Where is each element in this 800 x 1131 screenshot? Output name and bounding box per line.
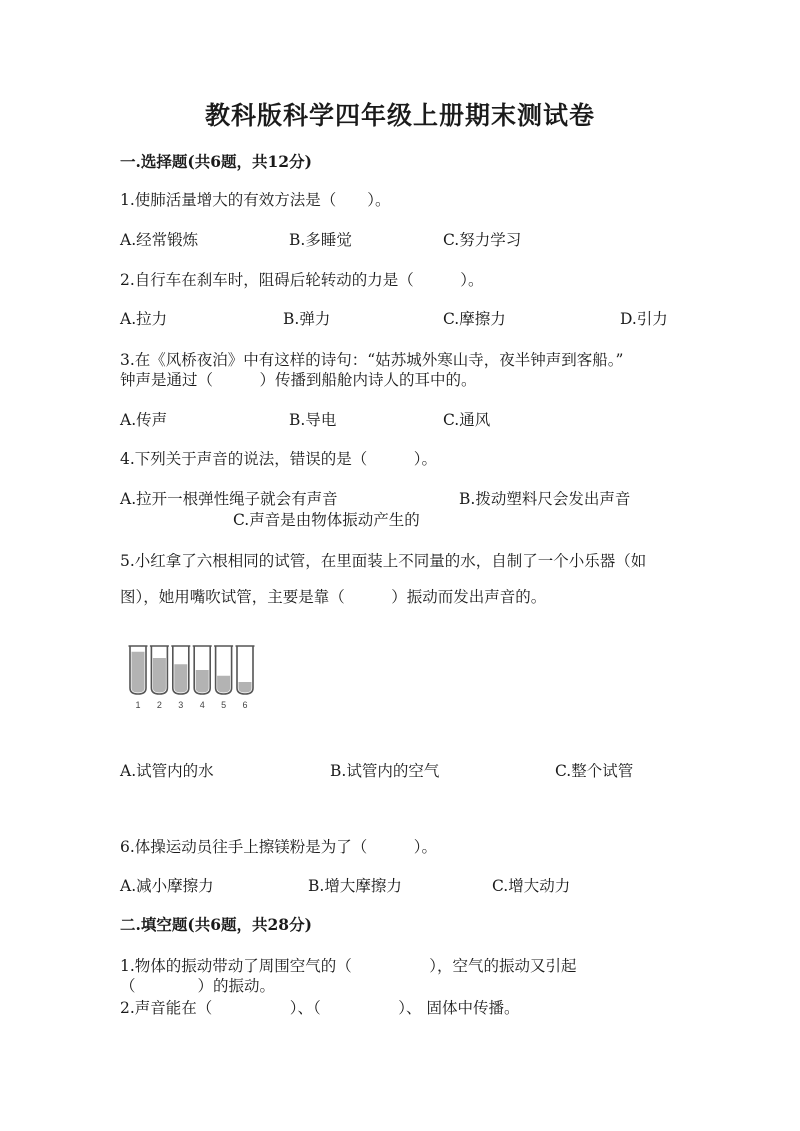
tube-number-5: 5	[221, 700, 227, 710]
water-level-2	[153, 658, 166, 693]
water-level-6	[239, 682, 252, 693]
question-1-stem: 1.使肺活量增大的有效方法是（ ）。	[120, 191, 391, 209]
question-3-stem-line1: 3.在《风桥夜泊》中有这样的诗句：“姑苏城外寒山寺，夜半钟声到客船。”	[120, 351, 624, 369]
tube-number-2: 2	[156, 700, 162, 710]
water-level-4	[196, 670, 209, 693]
page-title: 教科版科学四年级上册期末测试卷	[204, 101, 595, 130]
question-4-option-c: C.声音是由物体振动产生的	[233, 511, 420, 529]
question-5-stem-line2: 图），她用嘴吹试管，主要是靠（ ）振动而发出声音的。	[120, 588, 547, 606]
question-3-option-c: C.通风	[443, 411, 491, 429]
water-level-1	[132, 652, 145, 693]
water-level-5	[217, 676, 230, 693]
question-4-option-a: A.拉开一根弹性绳子就会有声音	[120, 490, 338, 508]
question-4-option-b: B.拨动塑料尺会发出声音	[459, 490, 631, 508]
question-1-option-b: B.多睡觉	[289, 231, 352, 249]
question-6-option-c: C.增大动力	[492, 877, 571, 895]
question-2-option-b: B.弹力	[283, 310, 331, 328]
tube-number-3: 3	[178, 700, 184, 710]
question-6-option-b: B.增大摩擦力	[308, 877, 402, 895]
question-5-stem-line1: 5.小红拿了六根相同的试管，在里面装上不同量的水，自制了一个小乐器（如	[120, 552, 647, 570]
question-6-option-a: A.减小摩擦力	[120, 877, 214, 895]
tube-number-6: 6	[242, 700, 248, 710]
question-3-stem-line2: 钟声是通过（ ）传播到船舱内诗人的耳中的。	[120, 371, 477, 389]
test-tubes-figure	[124, 640, 264, 712]
tube-number-1: 1	[135, 700, 141, 710]
question-5-option-b: B.试管内的空气	[330, 762, 440, 780]
question-3-option-a: A.传声	[120, 411, 168, 429]
question-6-stem: 6.体操运动员往手上擦镁粉是为了（ ）。	[120, 838, 438, 856]
question-1-option-a: A.经常锻炼	[120, 231, 199, 249]
question-1-option-c: C.努力学习	[443, 231, 522, 249]
question-5-option-c: C.整个试管	[555, 762, 634, 780]
fill-question-1-line2: （ ）的振动。	[120, 977, 276, 995]
section-heading-fill: 二.填空题(共6题，共28分)	[120, 915, 312, 934]
question-2-stem: 2.自行车在刹车时，阻碍后轮转动的力是（ ）。	[120, 271, 484, 289]
tube-number-4: 4	[199, 700, 205, 710]
section-heading-choice: 一.选择题(共6题，共12分)	[120, 152, 312, 171]
water-level-3	[174, 664, 187, 692]
question-3-option-b: B.导电	[289, 411, 337, 429]
fill-question-1-line1: 1.物体的振动带动了周围空气的（ ），空气的振动又引起	[120, 957, 577, 975]
fill-question-2-stem: 2.声音能在（ ）、（ ）、 固体中传播。	[120, 999, 520, 1017]
question-2-option-a: A.拉力	[120, 310, 168, 328]
question-2-option-c: C.摩擦力	[443, 310, 506, 328]
question-5-option-a: A.试管内的水	[120, 762, 214, 780]
question-4-stem: 4.下列关于声音的说法，错误的是（ ）。	[120, 450, 438, 468]
question-2-option-d: D.引力	[620, 310, 668, 328]
